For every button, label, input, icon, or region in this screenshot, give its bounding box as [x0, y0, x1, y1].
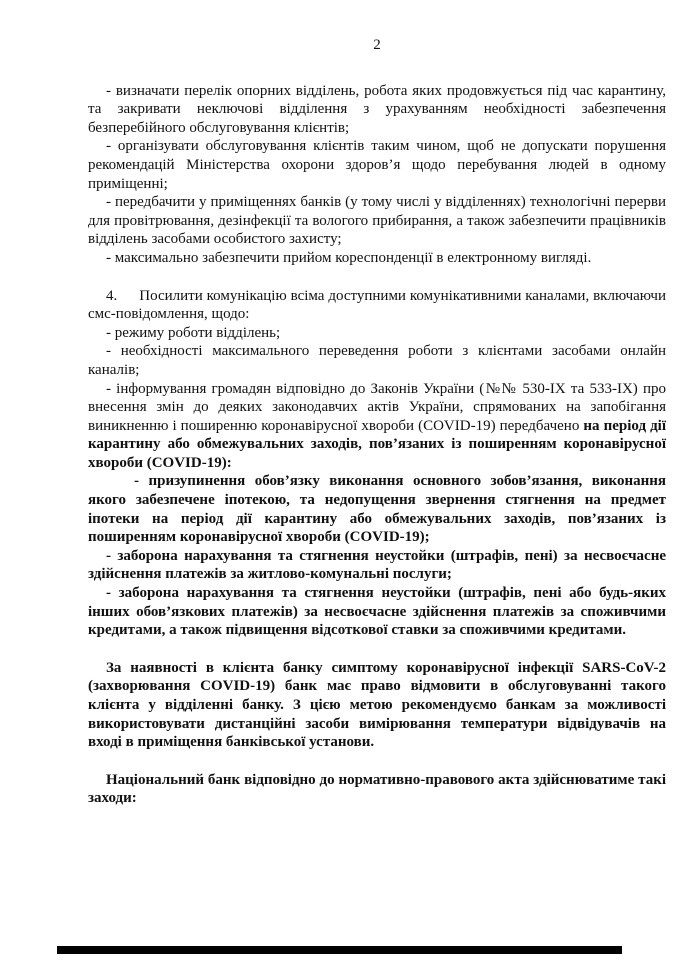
document-body	[88, 36, 666, 808]
text-run: - організувати обслуговування клієнтів таким чином, щоб не допускати порушення рекомендацій Міністерства охорони здоров’я щодо перебування людей в одному приміщенні;	[88, 138, 666, 192]
text-run: - визначати перелік опорних відділень, робота яких продовжується під час карантину, та закривати неключові відділення з урахуванням необхідності забезпечення безперебійного обслуговування клієнтів;	[88, 82, 666, 136]
paragraph	[88, 82, 666, 138]
redaction-bar	[57, 946, 622, 954]
paragraph	[88, 547, 666, 584]
text-run: - необхідності максимального переведення роботи з клієнтами засобами онлайн каналів;	[88, 343, 666, 378]
bold-text-run: на період дії карантину або обмежувальних заходів, пов’язаних із поширенням коронавірусної хвороби (COVID-19):	[88, 417, 667, 471]
paragraph	[88, 659, 666, 752]
text-run: - передбачити у приміщеннях банків (у тому числі у відділеннях) технологічні перерви для провітрювання, дезінфекції та вологого прибирання, а також забезпечити працівників відділень засобами особистого захисту;	[88, 194, 666, 248]
bold-text-run: За наявності в клієнта банку симптому коронавірусної інфекції SARS-CoV-2 (захворювання COVID-19) банк має право відмовити в обслуговуванні такого клієнта у відділенні банку. З цією метою рекомендуємо банкам за можливості використовувати дистанційні засоби вимірювання температури відвідувачів на вході в приміщення банківської установи.	[88, 659, 666, 751]
paragraph	[88, 584, 666, 640]
text-run: - режиму роботи відділень;	[106, 324, 281, 341]
paragraph	[88, 193, 666, 249]
bold-text-run: Національний банк відповідно до нормативно-правового акта здійснюватиме такі заходи:	[88, 771, 666, 807]
bold-text-run: - заборона нарахування та стягнення неустойки (штрафів, пені або будь-яких інших обов’язкових платежів) за несвоєчасне здійснення платежів за споживчими кредитами, а також підвищення відсоткової ставки за споживчими кредитами.	[88, 585, 666, 639]
bold-text-run: - призупинення обов’язку виконання основного зобов’язання, виконання якого забезпечене іпотекою, та недопущення звернення стягнення на предмет іпотеки на період дії карантину або обмежувальних заходів, пов’язаних із поширенням коронавірусної хвороби (COVID-19);	[88, 473, 666, 546]
paragraph	[88, 287, 666, 324]
page-number: 2	[373, 37, 381, 53]
paragraph	[88, 380, 666, 473]
text-run: 4.	[106, 287, 118, 304]
paragraph	[88, 771, 666, 808]
paragraph	[88, 249, 666, 268]
text-run: Посилити комунікацію всіма доступними комунікативними каналами, включаючи смс-повідомлення, щодо:	[88, 287, 666, 323]
paragraph	[88, 342, 666, 379]
bold-text-run: - заборона нарахування та стягнення неустойки (штрафів, пені) за несвоєчасне здійснення платежів за житлово-комунальні послуги;	[88, 547, 666, 583]
text-run: - максимально забезпечити прийом кореспонденції в електронному вигляді.	[106, 249, 592, 266]
paragraph	[88, 137, 666, 193]
text-run: - інформування громадян відповідно до Законів України (№№ 530-IX та 533-IX) про внесення змін до деяких законодавчих актів України, спрямованих на запобігання виникненню і поширенню коронавірусної хвороби (COVID-19) передбачено	[88, 380, 666, 434]
paragraph	[88, 472, 666, 546]
paragraph	[88, 324, 666, 343]
